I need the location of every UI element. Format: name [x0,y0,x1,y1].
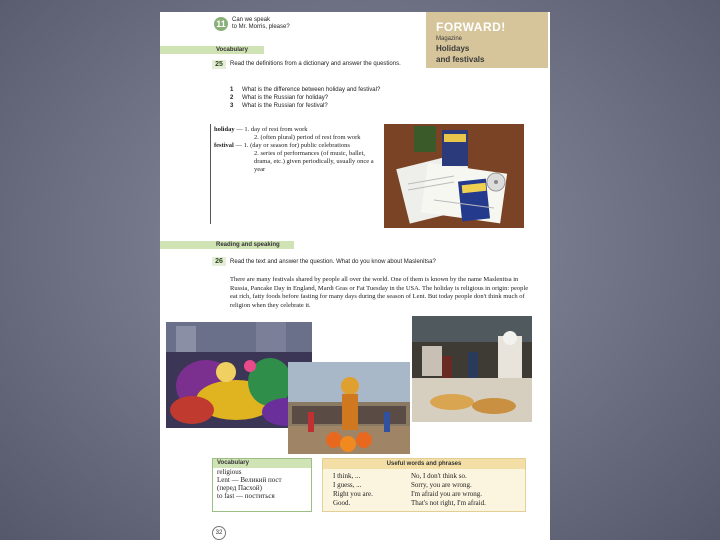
unit-title [232,17,342,31]
phrase-left-3: Right you are. [333,490,373,498]
question-2-number: 2 [230,95,234,101]
exercise-26-number: 26 [212,257,226,266]
forward-magazine-banner [426,12,548,68]
definition-holiday-2 [214,134,374,142]
phrase-right-2: Sorry, you are wrong. [411,481,472,489]
definitions-rule [210,124,211,224]
phrase-right-4: That's not right, I'm afraid. [411,499,486,507]
phrase-left-4: Good. [333,499,351,507]
dictionary-definitions [214,126,374,174]
vocabulary-line-3: (перед Пасхой) [217,484,262,492]
pancake-illustration [412,316,532,422]
phrase-right-3: I'm afraid you are wrong. [411,490,483,498]
vocabulary-box-header: Vocabulary [213,459,311,468]
useful-phrases-header: Useful words and phrases [323,459,525,469]
definition-word: holiday [214,126,235,133]
vocabulary-box [212,458,312,512]
exercise-26-instruction: Read the text and answer the question. What do you know about Maslenitsa? [230,259,436,265]
question-3-text: What is the Russian for festival? [242,103,328,109]
question-2-text: What is the Russian for holiday? [242,95,329,101]
useful-phrases-box [322,458,526,512]
phrases-disagree-column [411,472,486,508]
phrases-agree-column [333,472,373,508]
unit-number-badge: 11 [214,17,228,31]
question-1-text: What is the difference between holiday and festival? [242,87,381,93]
definition-text: 2. series of performances (of music, ballet, drama, etc.) given periodically, usually once a year [254,150,374,173]
pancake-cooking-photo [412,316,532,422]
dictionaries-illustration [384,124,524,228]
question-1 [230,86,380,94]
maslenitsa-festival-photo [288,362,410,454]
banner-brand: FORWARD! [436,20,506,34]
maslenitsa-illustration [288,362,410,454]
definition-festival-2 [214,150,374,174]
exercise-25-instruction: Read the definitions from a dictionary and answer the questions. [230,61,401,67]
section-reading-label: Reading and speaking [216,242,280,248]
phrase-right-1: No, I don't think so. [411,472,467,480]
vocabulary-line-1: religious [217,468,242,476]
question-2 [230,94,328,102]
question-1-number: 1 [230,87,234,93]
vocabulary-line-4: to fast — поститься [217,492,275,500]
textbook-page [160,12,550,540]
banner-topic-line-1: Holidays [436,44,470,53]
banner-subtitle: Magazine [436,36,463,42]
vocabulary-line-2: Lent — Великий пост [217,476,282,484]
section-bar-reading [160,241,294,249]
page-number: 32 [212,526,226,540]
definition-text: — 1. day of rest from work [236,126,308,133]
question-3 [230,102,328,110]
definition-festival-1 [214,142,374,150]
definition-word: festival [214,142,234,149]
definition-text: — 1. (day or season for) public celebrations [235,142,350,149]
question-3-number: 3 [230,103,234,109]
section-bar-vocabulary [160,46,264,54]
exercise-25-number: 25 [212,60,226,69]
unit-title-line-1: Can we speak [232,17,271,23]
dictionaries-photo [384,124,524,228]
phrase-left-1: I think, ... [333,472,361,480]
unit-title-line-2: to Mr. Morris, please? [232,24,290,30]
banner-topic-line-2: and festivals [436,55,485,64]
section-vocabulary-label: Vocabulary [216,47,248,53]
phrase-left-2: I guess, ... [333,481,362,489]
definition-holiday-1 [214,126,374,134]
exercise-26-reading-text: There are many festivals shared by people all over the world. One of them is known by the name Maslenitsa in Russia, Pancake Day in England, Mardi Gras or Fat Tuesday in the USA. The holiday is religious in origin: people eat rich, fatty foods before fasting for many days during the season of Lent. But today people don't think much of religion when they celebrate it. [230,276,529,309]
definition-text: 2. (often plural) period of rest from work [254,134,361,141]
